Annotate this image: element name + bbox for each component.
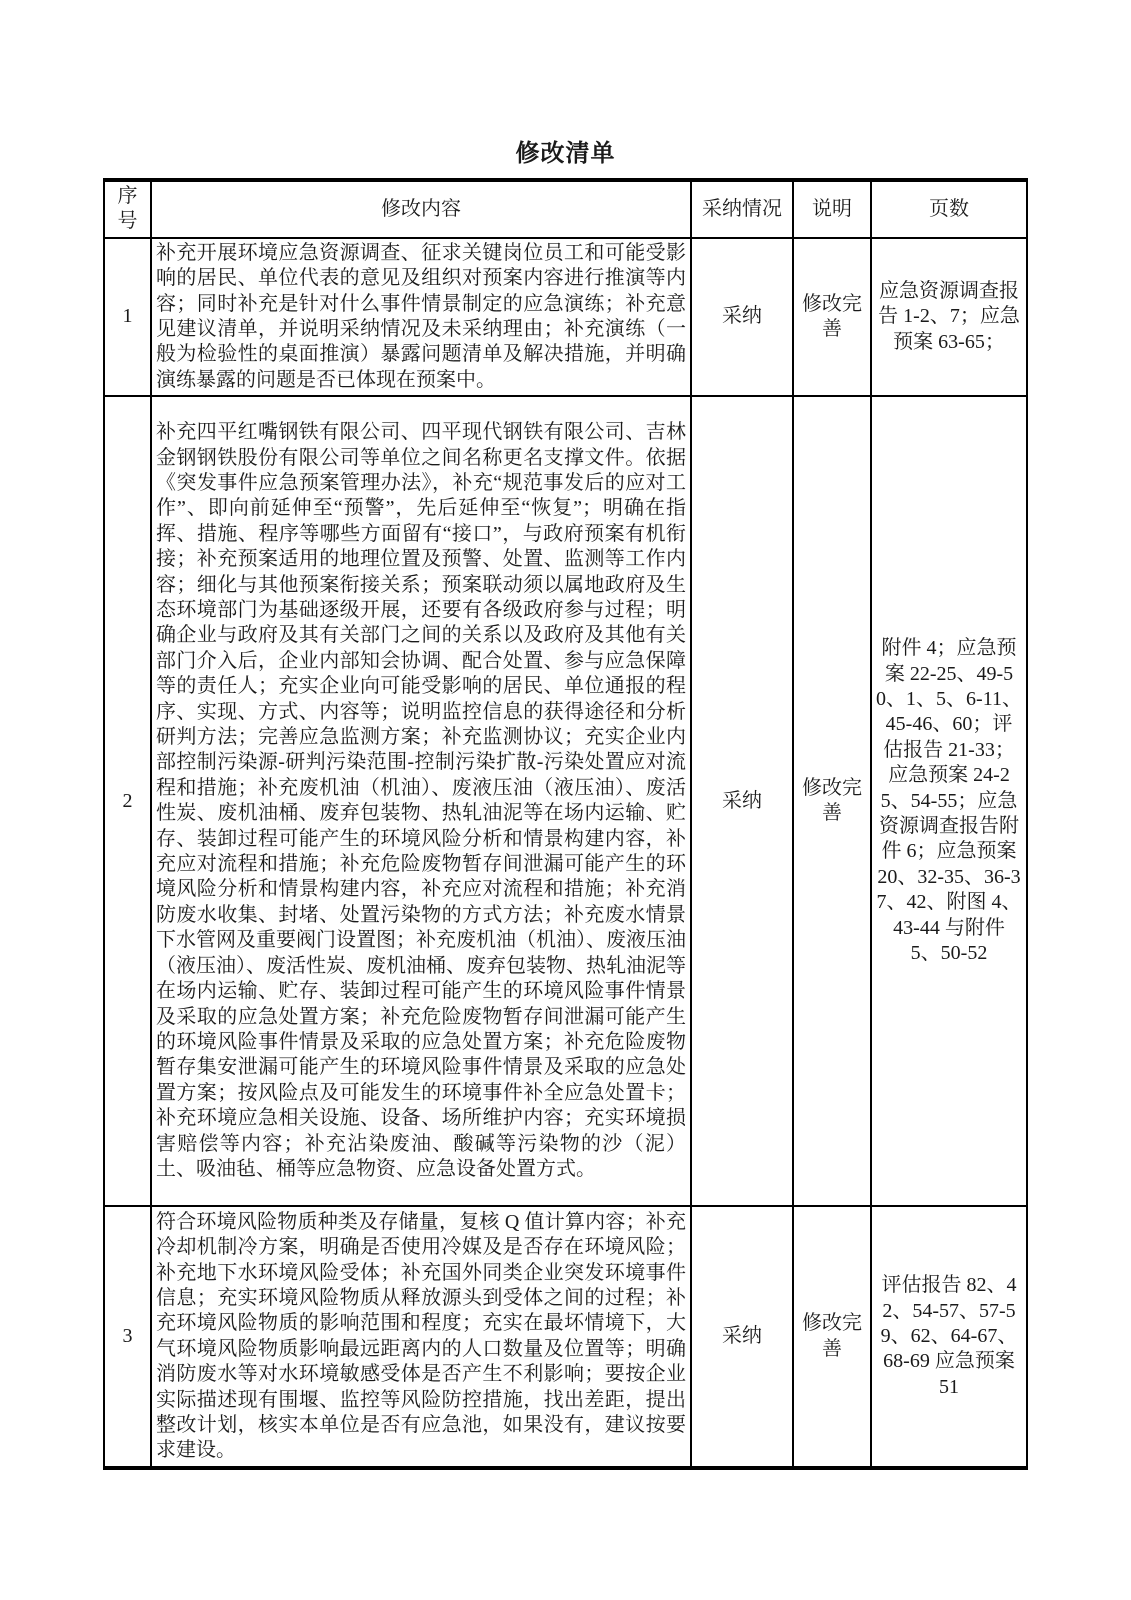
row-pages: 应急资源调查报告 1-2、7；应急预案 63-65； [871, 238, 1027, 396]
header-cell-adoption: 采纳情况 [691, 180, 793, 238]
row-no: 2 [104, 396, 151, 1206]
header-cell-no: 序号 [104, 180, 151, 238]
row-content: 补充四平红嘴钢铁有限公司、四平现代钢铁有限公司、吉林金钢钢铁股份有限公司等单位之间名称更名支撑文件。依据《突发事件应急预案管理办法》，补充“规范事发后的应对工作”、即向前延伸至“预警”，先后延伸至“恢复”；明确在指挥、措施、程序等哪些方面留有“接口”，与政府预案有机衔接；补充预案适用的地理位置及预警、处置、监测等工作内容；细化与其他预案衔接关系；预案联动须以属地政府及生态环境部门为基础逐级开展，还要有各级政府参与过程；明确企业与政府及其有关部门之间的关系以及政府及其他有关部门介入后，企业内部知会协调、配合处置、参与应急保障等的责任人；充实企业向可能受影响的居民、单位通报的程序、实现、方式、内容等；说明监控信息的获得途径和分析研判方法；完善应急监测方案；补充监测协议；充实企业内部控制污染源-研判污染范围-控制污染扩散-污染处置应对流程和措施；补充废机油（机油）、废液压油（液压油）、废活性炭、废机油桶、废弃包装物、热轧油泥等在场内运输、贮存、装卸过程可能产生的环境风险分析和情景构建内容，补充应对流程和措施；补充危险废物暂存间泄漏可能产生的环境风险分析和情景构建内容，补充应对流程和措施；补充消防废水收集、封堵、处置污染物的方式方法；补充废水情景下水管网及重要阀门设置图；补充废机油（机油）、废液压油（液压油）、废活性炭、废机油桶、废弃包装物、热轧油泥等在场内运输、贮存、装卸过程可能产生的环境风险事件情景及采取的应急处置方案；补充危险废物暂存间泄漏可能产生的环境风险事件情景及采取的应急处置方案；补充危险废物暂存集安泄漏可能产生的环境风险事件情景及采取的应急处置方案；按风险点及可能发生的环境事件补全应急处置卡；补充环境应急相关设施、设备、场所维护内容；充实环境损害赔偿等内容；补充沾染废油、酸碱等污染物的沙（泥）土、吸油毡、桶等应急物资、应急设备处置方式。 [151, 396, 691, 1206]
row-note: 修改完善 [793, 238, 871, 396]
modification-list-table [103, 178, 1028, 1470]
row-note: 修改完善 [793, 396, 871, 1206]
row-content: 补充开展环境应急资源调查、征求关键岗位员工和可能受影响的居民、单位代表的意见及组织对预案内容进行推演等内容；同时补充是针对什么事件情景制定的应急演练；补充意见建议清单，并说明采纳情况及未采纳理由；补充演练（一般为检验性的桌面推演）暴露问题清单及解决措施，并明确演练暴露的问题是否已体现在预案中。 [151, 238, 691, 396]
table-row [104, 396, 1027, 1206]
table-header-row [104, 180, 1027, 238]
row-pages: 附件 4；应急预案 22-25、49-50、1、5、6-11、45-46、60；评估报告 21-33；应急预案 24-25、54-55；应急资源调查报告附件 6；应急预案 20、32-35、36-37、42、附图 4、43-44 与附件 5、50-52 [871, 396, 1027, 1206]
table-row [104, 1206, 1027, 1468]
row-adoption: 采纳 [691, 396, 793, 1206]
header-cell-note: 说明 [793, 180, 871, 238]
header-cell-pages: 页数 [871, 180, 1027, 238]
row-pages: 评估报告 82、42、54-57、57-59、62、64-67、68-69 应急预案 51 [871, 1206, 1027, 1468]
row-no: 3 [104, 1206, 151, 1468]
row-content: 符合环境风险物质种类及存储量，复核 Q 值计算内容；补充冷却机制冷方案，明确是否使用冷媒及是否存在环境风险；补充地下水环境风险受体；补充国外同类企业突发环境事件信息；充实环境风险物质从释放源头到受体之间的过程；补充环境风险物质的影响范围和程度；充实在最坏情境下，大气环境风险物质影响最远距离内的人口数量及位置等；明确消防废水等对水环境敏感受体是否产生不利影响；要按企业实际描述现有围堰、监控等风险防控措施，找出差距，提出整改计划，核实本单位是否有应急池，如果没有，建议按要求建设。 [151, 1206, 691, 1468]
row-adoption: 采纳 [691, 1206, 793, 1468]
page-title: 修改清单 [515, 141, 616, 167]
row-no: 1 [104, 238, 151, 396]
header-cell-content: 修改内容 [151, 180, 691, 238]
row-note: 修改完善 [793, 1206, 871, 1468]
table-row [104, 238, 1027, 396]
row-adoption: 采纳 [691, 238, 793, 396]
